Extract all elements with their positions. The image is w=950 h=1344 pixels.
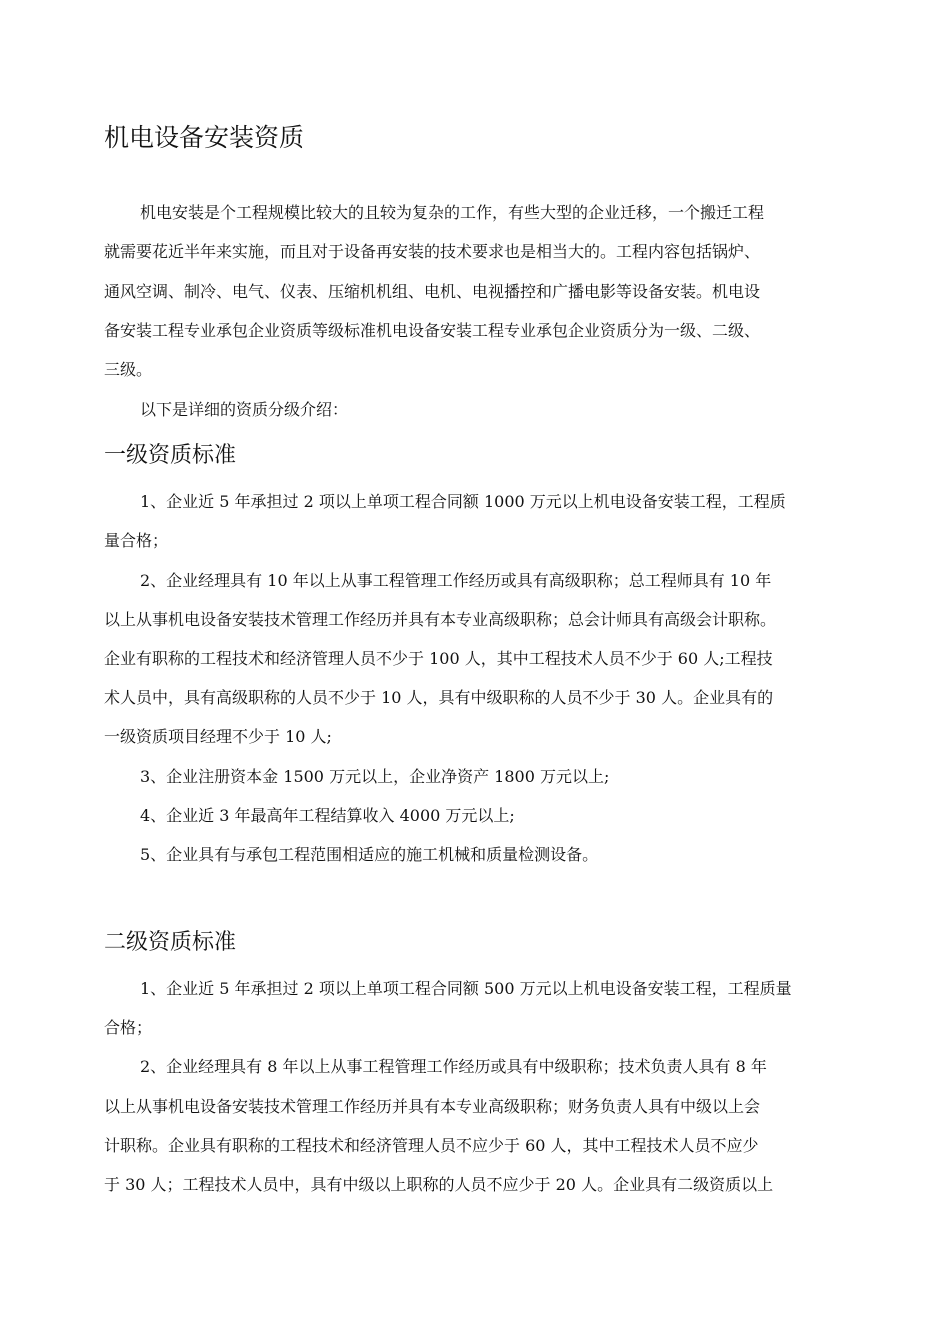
level1-item2-line: 2、企业经理具有 10 年以上从事工程管理工作经历或具有高级职称；总工程师具有 10 年 bbox=[140, 571, 772, 590]
level1-item2-line: 以上从事机电设备安装技术管理工作经历并具有本专业高级职称；总会计师具有高级会计职称。 bbox=[104, 610, 777, 629]
intro-line: 三级。 bbox=[104, 360, 153, 379]
level2-item2-line: 计职称。企业具有职称的工程技术和经济管理人员不应少于 60 人，其中工程技术人员不应少 bbox=[104, 1136, 759, 1155]
level1-item2-line: 一级资质项目经理不少于 10 人; bbox=[104, 727, 332, 746]
level2-item2-line: 2、企业经理具有 8 年以上从事工程管理工作经历或具有中级职称；技术负责人具有 8 年 bbox=[140, 1057, 767, 1076]
level1-item2-line: 企业有职称的工程技术和经济管理人员不少于 100 人，其中工程技术人员不少于 60 人;工程技 bbox=[104, 649, 773, 668]
level2-item2-line: 于 30 人；工程技术人员中，具有中级以上职称的人员不应少于 20 人。企业具有二级资质以上 bbox=[104, 1175, 774, 1194]
level1-item5: 5、企业具有与承包工程范围相适应的施工机械和质量检测设备。 bbox=[140, 845, 599, 864]
intro-lead-in: 以下是详细的资质分级介绍： bbox=[140, 400, 349, 419]
level1-item1-line: 1、企业近 5 年承担过 2 项以上单项工程合同额 1000 万元以上机电设备安装工程，工程质 bbox=[140, 492, 786, 511]
level1-item1-line: 量合格； bbox=[104, 531, 169, 550]
section-heading-level1: 一级资质标准 bbox=[104, 443, 237, 468]
intro-line: 通风空调、制冷、电气、仪表、压缩机机组、电机、电视播控和广播电影等设备安装。机电设 bbox=[104, 282, 761, 301]
intro-line: 备安装工程专业承包企业资质等级标准机电设备安装工程专业承包企业资质分为一级、二级、 bbox=[104, 321, 761, 340]
intro-line: 就需要花近半年来实施，而且对于设备再安装的技术要求也是相当大的。工程内容包括锅炉、 bbox=[104, 242, 761, 261]
intro-line: 机电安装是个工程规模比较大的且较为复杂的工作，有些大型的企业迁移，一个搬迁工程 bbox=[140, 203, 765, 222]
level1-item4: 4、企业近 3 年最高年工程结算收入 4000 万元以上; bbox=[140, 806, 515, 825]
level2-item2-line: 以上从事机电设备安装技术管理工作经历并具有本专业高级职称；财务负责人具有中级以上会 bbox=[104, 1097, 761, 1116]
level2-item1-line: 1、企业近 5 年承担过 2 项以上单项工程合同额 500 万元以上机电设备安装工程，工程质量 bbox=[140, 979, 792, 998]
level1-item2-line: 术人员中，具有高级职称的人员不少于 10 人，具有中级职称的人员不少于 30 人。企业具有的 bbox=[104, 688, 774, 707]
level2-item1-line: 合格； bbox=[104, 1018, 153, 1037]
section-heading-level2: 二级资质标准 bbox=[104, 930, 237, 955]
page-title: 机电设备安装资质 bbox=[104, 123, 305, 152]
level1-item3: 3、企业注册资本金 1500 万元以上，企业净资产 1800 万元以上; bbox=[140, 767, 610, 786]
